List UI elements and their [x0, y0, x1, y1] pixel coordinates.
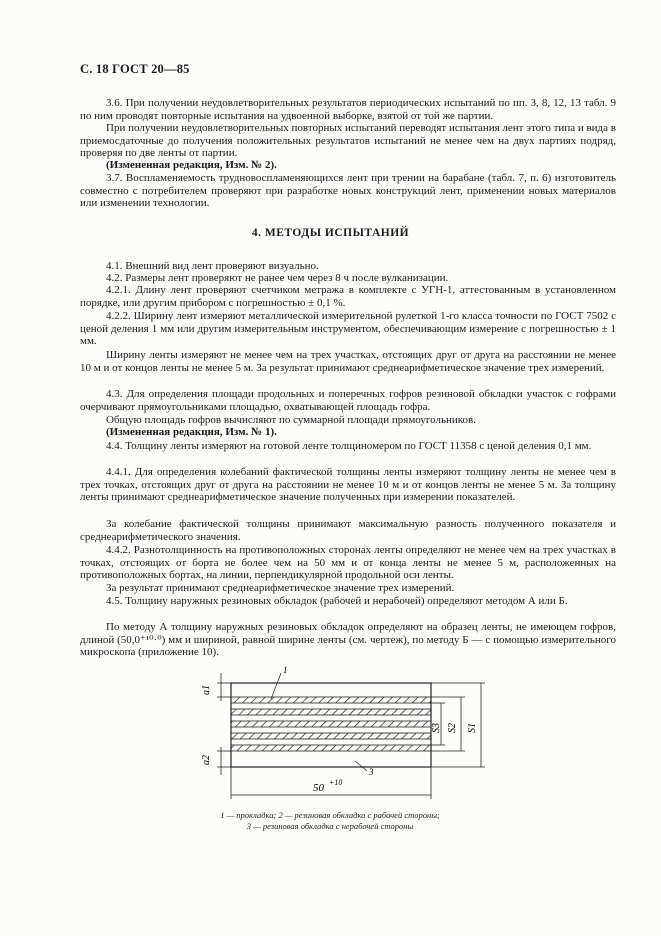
ply-layer: [231, 745, 431, 751]
label-a2: a2: [201, 755, 212, 765]
paragraph-3-7: 3.7. Воспламеняемость трудновоспламеняющихся лент при трении на барабане (табл. 7, п. 6) изготовитель совместно с потребителем проверяют при разработке новых конструкций лент, применении новых материалов или изменении технологии.: [80, 172, 616, 209]
ply-layer: [231, 697, 431, 703]
paragraph-4-2: 4.2. Размеры лент проверяют не ранее чем через 8 ч после вулканизации.: [106, 272, 449, 284]
label-s3: S3: [431, 723, 442, 733]
label-a1: a1: [201, 685, 212, 695]
belt-cross-section-figure: [195, 665, 495, 805]
paragraph-width-measure: Ширину ленты измеряют не менее чем на трех участках, отстоящих друг от друга на расстоянии не менее 10 м и от концов ленты не менее 5 м. За результат принимают среднеарифметическое значение трех измерений.: [80, 349, 616, 374]
amendment-note: (Измененная редакция, Изм. № 2).: [106, 159, 277, 171]
paragraph-total-area: Общую площадь гофров вычисляют по суммарной площади прямоугольников.: [106, 414, 476, 426]
paragraph-4-3: 4.3. Для определения площади продольных и поперечных гофров резиновой обкладки участок с гофрами очерчивают прямоугольниками площадью, охватывающей площадь гофра.: [80, 388, 616, 413]
ply-layer: [231, 709, 431, 715]
figure-caption: [160, 810, 500, 832]
ply-layer: [231, 721, 431, 727]
paragraph-4-4-2: 4.4.2. Разнотолщинность на противоположных сторонах ленты определяют не менее чем на трех участках в точках, отстоящих от борта не более чем на 50 мм и от конца ленты не менее 5 м, расположенных на противоположных бортах, на линии, перпендикулярной продольной оси ленты.: [80, 544, 616, 581]
paragraph-4-4: 4.4. Толщину ленты измеряют на готовой ленте толщиномером по ГОСТ 11358 с ценой деления 0,1 мм.: [106, 440, 592, 452]
page-header: С. 18 ГОСТ 20—85: [80, 62, 190, 76]
dim-tolerance: +10: [329, 778, 343, 787]
ply-layer: [231, 733, 431, 739]
dim-length: 50: [313, 782, 324, 794]
caption-line-2: 3 — резиновая обкладка с нерабочей стороны: [246, 821, 414, 831]
paragraph-method-a: По методу А толщину наружных резиновых обкладок определяют на образец ленты, не имеющем гофров, длиной (50,0⁺¹⁰·⁰) мм и шириной, равной ширине ленты (см. чертеж), по методу Б — с помощью измерительного микроскопа (приложение 10).: [80, 621, 616, 658]
paragraph-3-6: 3.6. При получении неудовлетворительных результатов периодических испытаний по пп. 3, 8, 12, 13 табл. 9 по ним проводят повторные испытания на удвоенной выборке, взятой от той же партии.: [80, 97, 616, 122]
callout-3: 3: [369, 767, 374, 777]
label-s1: S1: [467, 723, 478, 733]
paragraph-3-6-cont: При получении неудовлетворительных повторных испытаний переводят испытания лент этого типа и вида в приемосдаточные до получения положительных результатов испытаний не менее чем на двух партиях подряд, проверяя по две ленты от партии.: [80, 122, 616, 159]
paragraph-result: За результат принимают среднеарифметическое значение трех измерений.: [106, 582, 455, 594]
paragraph-4-5: 4.5. Толщину наружных резиновых обкладок (рабочей и нерабочей) определяют методом А или Б.: [106, 595, 568, 607]
paragraph-4-2-1: 4.2.1. Длину лент проверяют счетчиком метража в комплекте с УГН-1, аттестованным в установленном порядке, или другим прибором с погрешностью ± 0,1 %.: [80, 284, 616, 309]
caption-line-1: 1 — прокладка; 2 — резиновая обкладка с рабочей стороны;: [220, 810, 440, 820]
paragraph-4-1: 4.1. Внешний вид лент проверяют визуально.: [106, 260, 319, 272]
paragraph-variation: За колебание фактической толщины принимают максимальную разность полученного показателя и среднеарифметического значения.: [80, 518, 616, 543]
callout-1: 1: [283, 665, 288, 675]
paragraph-4-4-1: 4.4.1. Для определения колебаний фактической толщины ленты измеряют толщину ленты не менее чем в трех точках, отстоящих друг от друга на расстоянии не менее 10 м и от концов ленты не менее 5 м. За толщину ленты принимают среднеарифметическое значение полученных при измерении показателей.: [80, 466, 616, 503]
label-s2: S2: [447, 723, 458, 733]
amendment-note: (Измененная редакция, Изм. № 1).: [106, 426, 277, 438]
section-title: 4. МЕТОДЫ ИСПЫТАНИЙ: [251, 227, 410, 239]
paragraph-4-2-2: 4.2.2. Ширину лент измеряют металлической измерительной рулеткой 1-го класса точности по ГОСТ 7502 с ценой деления 1 мм или другим измерительным инструментом, обеспечивающим измерение с погрешностью ± 1 мм.: [80, 310, 616, 347]
